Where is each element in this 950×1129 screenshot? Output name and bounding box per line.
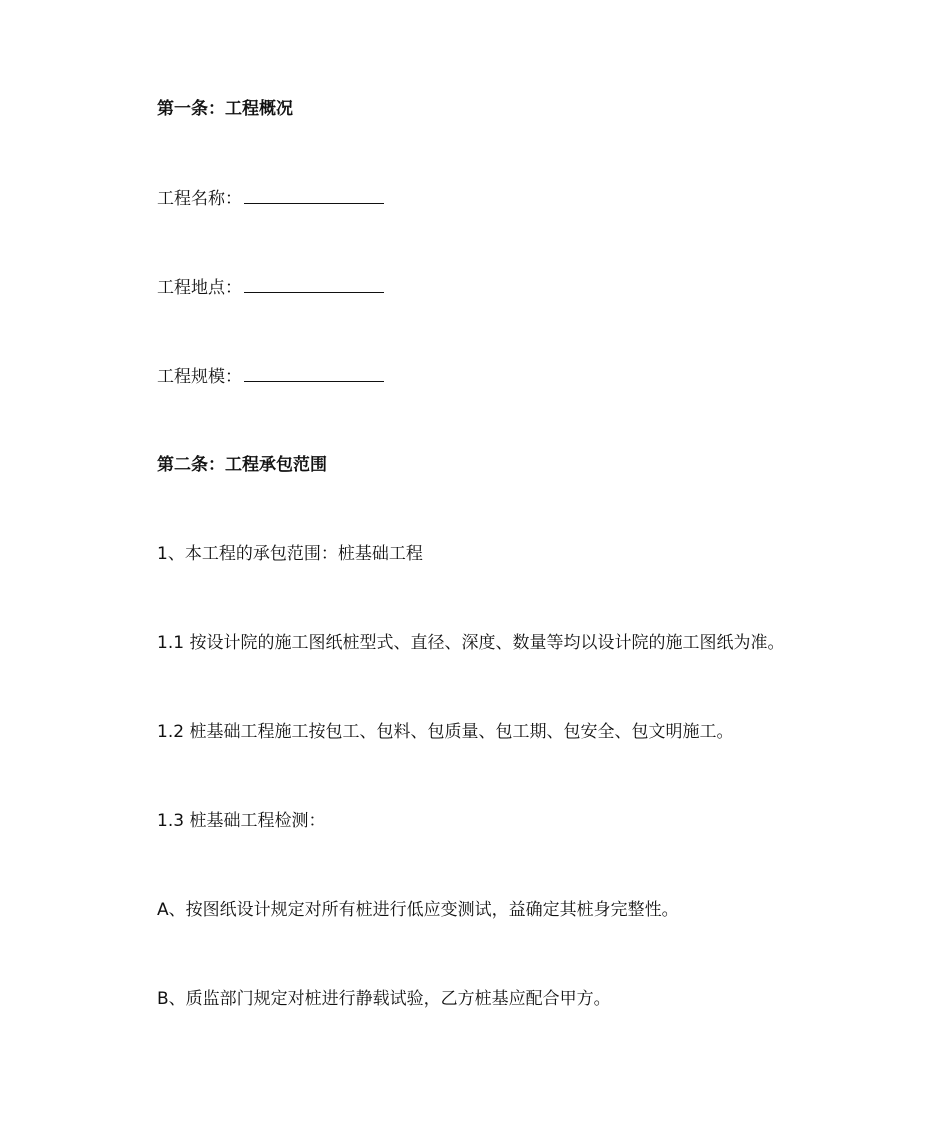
project-location-blank	[244, 276, 384, 293]
paragraph: 1.2 桩基础工程施工按包工、包料、包质量、包工期、包安全、包文明施工。	[157, 722, 734, 742]
project-scale-blank	[244, 365, 384, 382]
project-name-blank	[244, 187, 384, 204]
paragraph: 1.3 桩基础工程检测：	[157, 811, 326, 831]
project-name-field	[157, 187, 384, 210]
project-location-label: 工程地点：	[157, 278, 242, 298]
section-2-heading: 第二条：工程承包范围	[157, 455, 327, 475]
project-scale-label: 工程规模：	[157, 367, 242, 387]
paragraph: 1、本工程的承包范围：桩基础工程	[157, 544, 423, 564]
paragraph: 1.1 按设计院的施工图纸桩型式、直径、深度、数量等均以设计院的施工图纸为准。	[157, 633, 785, 653]
section-1-heading: 第一条：工程概况	[157, 99, 293, 119]
project-scale-field	[157, 365, 384, 388]
paragraph: B、质监部门规定对桩进行静载试验，乙方桩基应配合甲方。	[157, 989, 611, 1009]
project-name-label: 工程名称：	[157, 189, 242, 209]
paragraph: A、按图纸设计规定对所有桩进行低应变测试，益确定其桩身完整性。	[157, 900, 679, 920]
project-location-field	[157, 276, 384, 299]
